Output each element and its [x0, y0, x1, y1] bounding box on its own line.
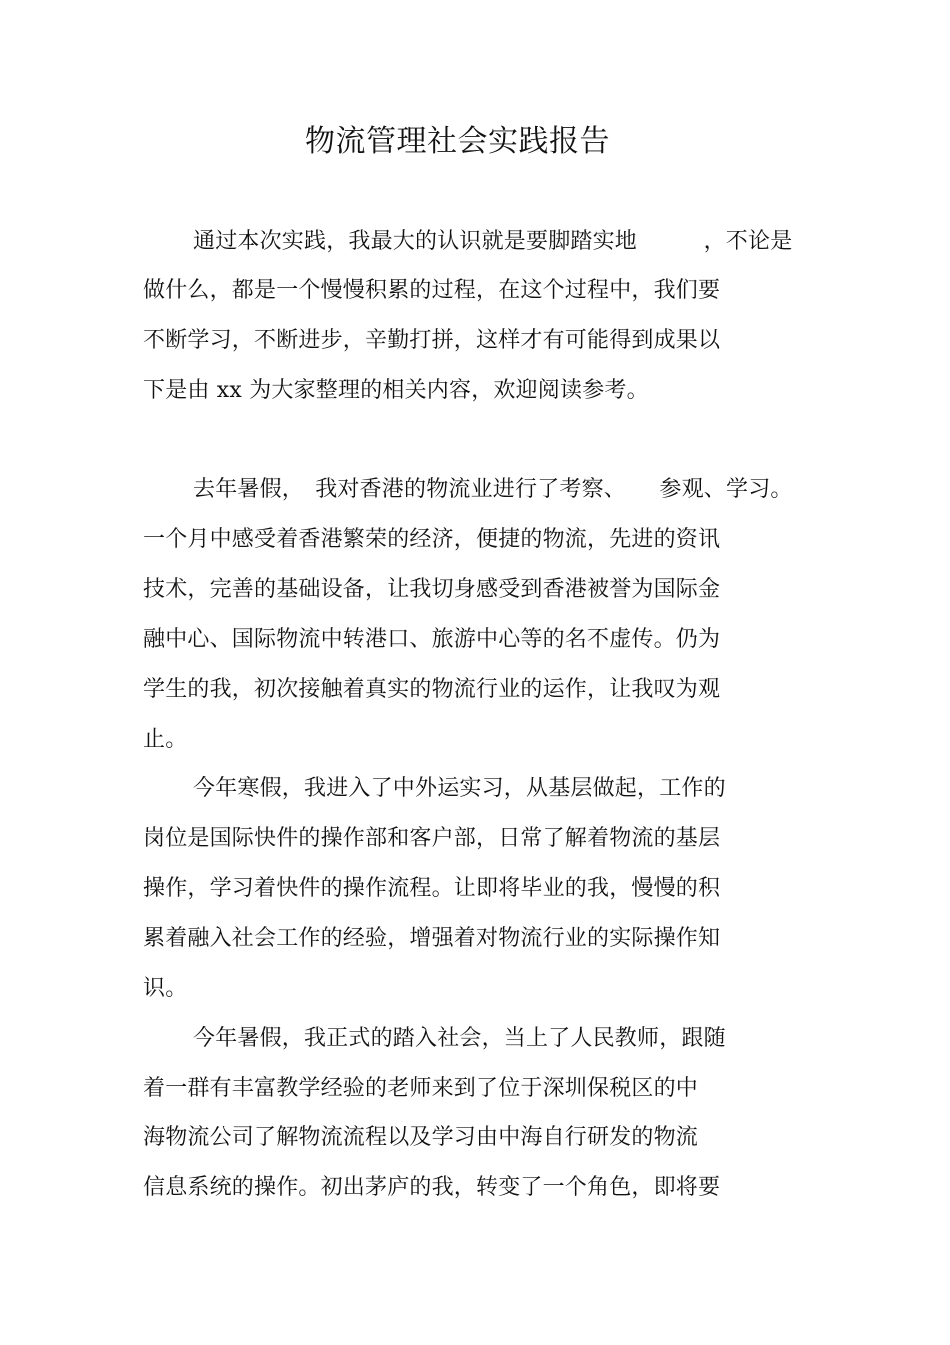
document-title: 物流管理社会实践报告	[305, 124, 610, 159]
paragraph-2-line-3: 技术，完善的基础设备，让我切身感受到香港被誉为国际金	[143, 577, 721, 602]
paragraph-4-line-2: 着一群有丰富教学经验的老师来到了位于深圳保税区的中	[143, 1076, 699, 1101]
paragraph-2-line-6: 止。	[143, 727, 188, 752]
paragraph-2-line-4: 融中心、国际物流中转港口、旅游中心等的名不虚传。仍为	[143, 627, 721, 652]
paragraph-2-line-5: 学生的我，初次接触着真实的物流行业的运作，让我叹为观	[143, 677, 721, 702]
paragraph-3-line-2: 岗位是国际快件的操作部和客户部，日常了解着物流的基层	[143, 826, 721, 851]
paragraph-4-line-1: 今年暑假，我正式的踏入社会，当上了人民教师，跟随	[193, 1026, 726, 1051]
paragraph-1-line-4: 下是由 xx 为大家整理的相关内容，欢迎阅读参考。	[143, 378, 649, 403]
paragraph-2-line-2: 一个月中感受着香港繁荣的经济，便捷的物流，先进的资讯	[143, 527, 721, 552]
paragraph-1-line-1: 通过本次实践，我最大的认识就是要脚踏实地 ，不论是	[193, 229, 793, 254]
paragraph-4-line-3: 海物流公司了解物流流程以及学习由中海自行研发的物流	[143, 1125, 699, 1150]
paragraph-3-line-3: 操作，学习着快件的操作流程。让即将毕业的我，慢慢的积	[143, 876, 721, 901]
paragraph-1-line-3: 不断学习，不断进步，辛勤打拼，这样才有可能得到成果以	[143, 328, 721, 353]
paragraph-3-line-1: 今年寒假，我进入了中外运实习，从基层做起，工作的	[193, 776, 726, 801]
paragraph-1-line-2: 做什么，都是一个慢慢积累的过程，在这个过程中，我们要	[143, 278, 721, 303]
paragraph-3-line-5: 识。	[143, 976, 188, 1001]
paragraph-2-line-1: 去年暑假， 我对香港的物流业进行了考察、 参观、学习。	[193, 477, 793, 502]
paragraph-4-line-4: 信息系统的操作。初出茅庐的我，转变了一个角色，即将要	[143, 1175, 721, 1200]
paragraph-3-line-4: 累着融入社会工作的经验，增强着对物流行业的实际操作知	[143, 926, 721, 951]
